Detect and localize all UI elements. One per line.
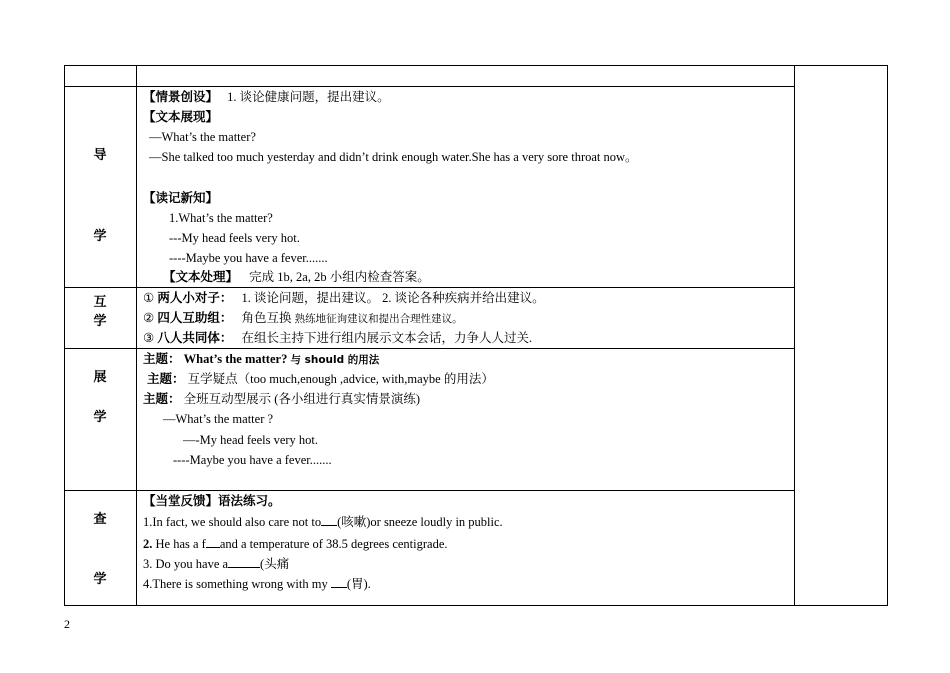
process-heading: 【文本处理】 [163, 269, 239, 284]
exercise-2 [143, 535, 448, 552]
read-line-3: ----Maybe you have a fever....... [169, 251, 328, 265]
exercise-2-end: and a temperature of 38.5 degrees centigrade. [219, 537, 448, 551]
topic-line-3 [143, 391, 420, 407]
group-four-note: 熟练地征询建议和提出合理性建议。 [294, 314, 463, 325]
read-line-1: 1.What’s the matter? [169, 211, 273, 225]
group-of-four-item [143, 310, 463, 328]
section-label-bottom: 学 [93, 229, 107, 244]
exercise-2-blank[interactable] [206, 535, 220, 548]
topic-label: 主题： [143, 351, 181, 366]
group-four-number: ② [143, 311, 155, 325]
exercise-3-blank[interactable] [228, 555, 260, 568]
section-label-top: 导 [93, 148, 107, 163]
group-eight-heading: 八人共同体： [157, 330, 233, 345]
row-divider-2 [64, 287, 794, 288]
section-label-top: 互 [93, 295, 107, 310]
exercise-1-end: (咳嗽)or sneeze loudly in public. [337, 515, 503, 529]
content-column-divider [794, 65, 795, 606]
row-divider-4 [64, 490, 794, 491]
exercise-2-number: 2. [143, 537, 153, 551]
exercise-4-end: (胃). [346, 577, 371, 591]
section-label-bottom: 学 [93, 314, 107, 329]
group-four-text: 角色互换 [241, 311, 292, 325]
table-bottom-border [64, 605, 888, 606]
section-label-top: 查 [93, 512, 107, 527]
show-dialog-3: ----Maybe you have a fever....... [173, 453, 332, 467]
table-right-border [887, 65, 888, 606]
read-line-2: ---My head feels very hot. [169, 231, 300, 245]
exercise-4-start: 4.There is something wrong with my [143, 577, 331, 591]
exercise-1-blank[interactable] [321, 513, 337, 526]
exercise-1 [143, 513, 503, 530]
topic-1-title: What’s the matter? [183, 352, 288, 366]
show-dialog-2: —-My head feels very hot. [183, 433, 319, 447]
exercise-3-end: (头痛 [260, 557, 290, 571]
dialog-line-1: —What’s the matter? [149, 130, 256, 144]
text-show-heading: 【文本展现】 [143, 109, 219, 124]
table-top-border [64, 65, 888, 66]
read-heading: 【读记新知】 [143, 190, 219, 205]
topic-label: 主题： [143, 391, 181, 406]
group-of-eight-item [143, 330, 532, 346]
pair-number: ① [143, 291, 155, 305]
exercise-3 [143, 555, 289, 572]
group-eight-number: ③ [143, 331, 155, 345]
exercise-1-start: 1.In fact, we should also care not to [143, 515, 322, 529]
pair-heading: 两人小对子： [157, 290, 233, 305]
row-divider-3 [64, 348, 794, 349]
topic-label: 主题： [147, 371, 185, 386]
exercise-3-start: 3. Do you have a [143, 557, 229, 571]
section-label-top: 展 [93, 370, 107, 385]
process-line [163, 269, 430, 285]
exercise-2-start: He has a f [155, 537, 206, 551]
topic-line-2 [147, 371, 494, 387]
topic-line-1 [143, 351, 379, 368]
group-eight-text: 在组长主持下进行组内展示文本会话，力争人人过关. [241, 331, 533, 345]
feedback-heading: 【当堂反馈】语法练习。 [143, 493, 281, 508]
topic-1-note: 与 should 的用法 [290, 354, 380, 366]
topic-3-text: 全班互动型展示 (各小组进行真实情景演练) [183, 392, 421, 406]
row-divider-1 [64, 86, 794, 87]
group-four-heading: 四人互助组： [157, 310, 233, 325]
pair-text: 1. 谈论问题，提出建议。 2. 谈论各种疾病并给出建议。 [241, 291, 545, 305]
scene-line [143, 89, 390, 105]
section-label-bottom: 学 [93, 572, 107, 587]
topic-2-text: 互学疑点（too much,enough ,advice, with,maybe 的用法） [187, 372, 494, 386]
dialog-line-2: —She talked too much yesterday and didn’t drink enough water.She has a very sore throat now。 [149, 150, 638, 164]
process-text: 完成 1b, 2a, 2b 小组内检查答案。 [249, 270, 430, 284]
exercise-4 [143, 575, 371, 592]
section-label-bottom: 学 [93, 410, 107, 425]
show-dialog-1: —What’s the matter ? [163, 412, 274, 426]
page-number: 2 [64, 617, 70, 631]
label-column-divider [136, 65, 137, 606]
pair-item [143, 290, 545, 306]
exercise-4-blank[interactable] [331, 575, 347, 588]
scene-text: 1. 谈论健康问题，提出建议。 [227, 90, 390, 104]
scene-heading: 【情景创设】 [143, 89, 219, 104]
